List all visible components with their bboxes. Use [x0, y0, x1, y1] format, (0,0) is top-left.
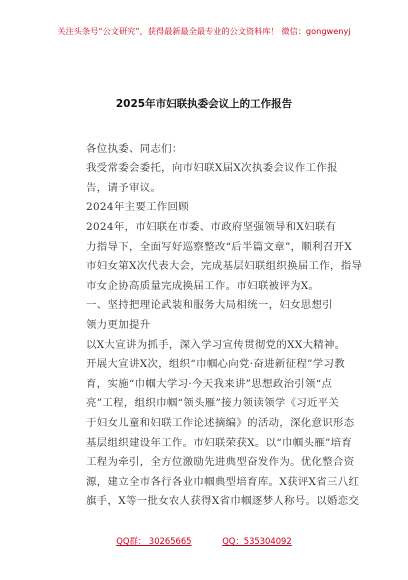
body-line: [86, 120, 358, 140]
header-banner[interactable]: 关注头条号“公文研究”，获得最新最全最专业的公文资料库！ 微信：gongwenyj: [57, 26, 351, 36]
document-title: 2025年市妇联执委会议上的工作报告: [115, 98, 293, 110]
body-line: 育，实施“巾帼大学习·今天我来讲”思想政治引领“点: [86, 377, 333, 390]
footer-contact: [0, 535, 408, 547]
body-line: 市女企协高质量完成换届工作。市妇联被评为X。: [86, 279, 320, 292]
body-line: 告，请予审议。: [86, 181, 162, 194]
body-line: 市妇女第X次代表大会，完成基层妇联组织换届工作，指导: [86, 260, 363, 273]
body-line: 2024年，市妇联在市委、市政府坚强领导和X妇联有: [86, 220, 337, 233]
body-line: 旗手，X等一批女农人获得X省巾帼逐梦人称号。以婚恋交: [86, 495, 360, 508]
document-body: [86, 120, 363, 512]
body-line: 以X大宣讲为抓手，深入学习宣传贯彻党的XX大精神。: [86, 338, 346, 351]
qq-group-link[interactable]: QQ群： 30265665: [116, 536, 192, 546]
body-line: 于妇女儿童和妇联工作论述摘编》的活动，深化意识形态: [86, 416, 355, 429]
body-line: 亮”工程，组织巾帼“领头雁”接力领读领学《习近平关: [86, 397, 340, 410]
body-line: 一、坚持把理论武装和服务大局相统一，妇女思想引: [86, 299, 334, 312]
body-line: 源，建立全市各行各业巾帼典型培育库。X获评X省三八红: [86, 475, 360, 488]
body-line: 工程为牵引，全方位激励先进典型奋发作为。优化整合资: [86, 456, 355, 469]
body-line: 力指导下，全面写好巡察整改“后半篇文章”，顺利召开X: [86, 240, 353, 253]
body-line: 开展大宣讲X次，组织“巾帼心向党·奋进新征程”学习教: [86, 358, 346, 371]
body-line: 各位执委、同志们：: [86, 142, 183, 155]
body-line: 基层组织建设年工作。市妇联荣获X。以“巾帼头雁”培育: [86, 436, 353, 449]
body-line: 2024年主要工作回顾: [86, 201, 190, 214]
qq-contact-link[interactable]: QQ：535304092: [222, 536, 292, 546]
body-line: 我受常委会委托，向市妇联X届X次执委会议作工作报: [86, 162, 338, 175]
body-line: 领力更加提升: [86, 318, 151, 331]
